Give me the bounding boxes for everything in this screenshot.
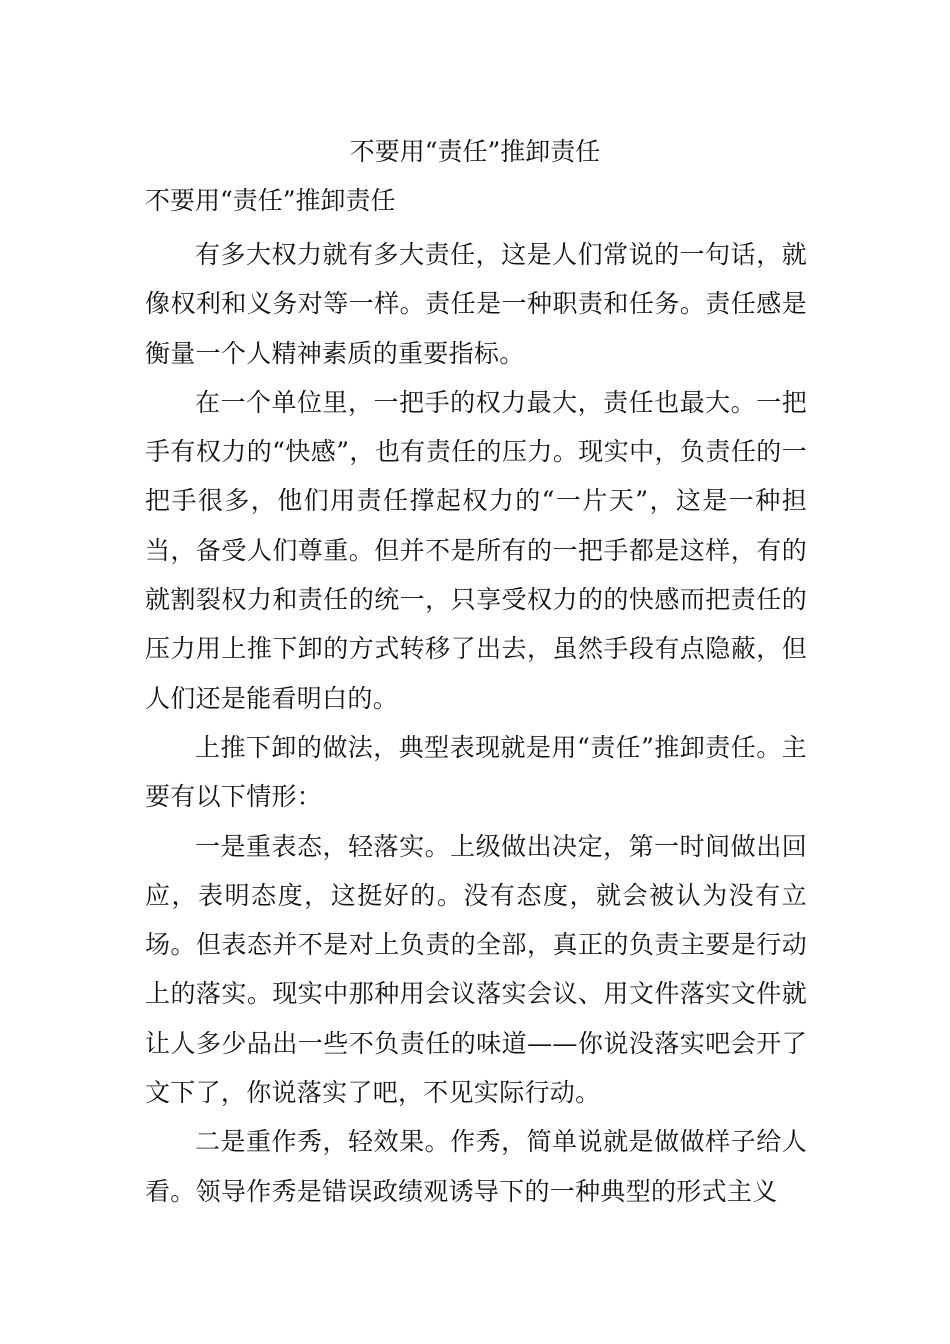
document-title: 不要用“责任”推卸责任 [349, 137, 601, 166]
paragraph-5: 二是重作秀，轻效果。作秀，简单说就是做做样子给人看。领导作秀是错误政绩观诱导下的一种典型的形式主义 [145, 1127, 807, 1206]
paragraph-2: 在一个单位里，一把手的权力最大，责任也最大。一把手有权力的“快感”，也有责任的压力。现实中，负责任的一把手很多，他们用责任撑起权力的“一片天”，这是一种担当，备受人们尊重。但并不是所有的一把手都是这样，有的就割裂权力和责任的统一，只享受权力的的快感而把责任的压力用上推下卸的方式转移了出去，虽然手段有点隐蔽，但人们还是能看明白的。 [145, 387, 807, 713]
paragraph-3: 上推下卸的做法，典型表现就是用“责任”推卸责任。主要有以下情形： [145, 732, 807, 812]
paragraph-4: 一是重表态，轻落实。上级做出决定，第一时间做出回应，表明态度，这挺好的。没有态度，就会被认为没有立场。但表态并不是对上负责的全部，真正的负责主要是行动上的落实。现实中那种用会议落实会议、用文件落实文件就让人多少品出一些不负责任的味道——你说没落实吧会开了文下了，你说落实了吧，不见实际行动。 [145, 831, 807, 1108]
document-subtitle: 不要用“责任”推卸责任 [145, 186, 396, 215]
paragraph-1: 有多大权力就有多大责任，这是人们常说的一句话，就像权利和义务对等一样。责任是一种职责和任务。责任感是衡量一个人精神素质的重要指标。 [145, 240, 807, 368]
document-body [145, 230, 807, 1216]
